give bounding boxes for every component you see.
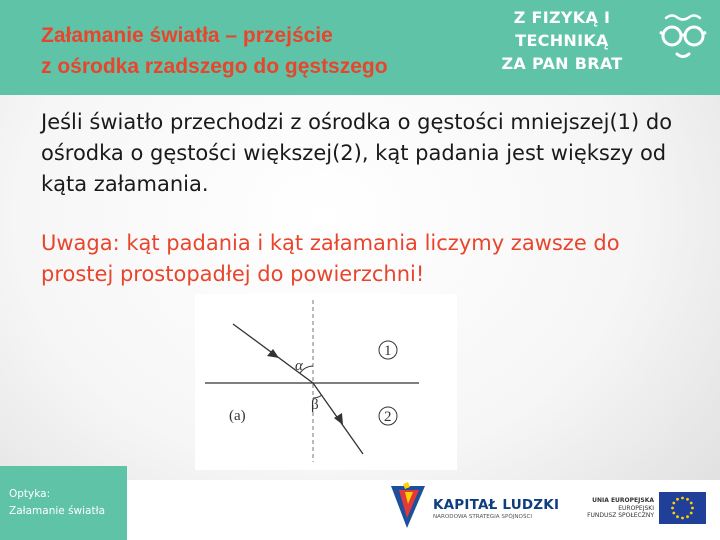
beta-label: β — [311, 397, 319, 413]
footer-topic-subtitle: Załamanie światła — [9, 505, 106, 517]
slide-title — [41, 20, 461, 82]
footer-topic — [9, 486, 105, 520]
glasses-mustache-icon — [658, 10, 708, 66]
main-paragraph: Jeśli światło przechodzi z ośrodka o gęstości mniejszej(1) do ośrodka o gęstości większej(2), kąt padania jest większy od kąta załamania. — [41, 110, 673, 196]
medium-1-label: 1 — [384, 343, 392, 359]
panel-label: (a) — [229, 408, 246, 424]
brand-text — [482, 6, 642, 75]
eu-text — [556, 497, 654, 520]
refraction-diagram — [195, 294, 457, 470]
title-line-2: z ośrodka rzadszego do gęstszego — [41, 55, 388, 78]
kapital-ludzki-logo — [389, 482, 429, 530]
eu-line-3: FUNDUSZ SPOŁECZNY — [587, 512, 654, 519]
kl-subtitle: NARODOWA STRATEGIA SPÓJNOŚCI — [433, 514, 533, 520]
title-line-1: Załamanie światła – przejście — [41, 24, 333, 47]
brand-line-2: ZA PAN BRAT — [501, 54, 623, 73]
brand-line-1: Z FIZYKĄ I TECHNIKĄ — [513, 8, 611, 50]
medium-2-label: 2 — [384, 409, 392, 425]
eu-line-1: UNIA EUROPEJSKA — [592, 497, 654, 504]
footer-topic-title: Optyka: — [9, 488, 51, 500]
kl-title: KAPITAŁ LUDZKI — [433, 497, 560, 513]
alpha-label: α — [295, 358, 303, 374]
warning-paragraph: Uwaga: kąt padania i kąt załamania liczymy zawsze do prostej prostopadłej do powierzchni! — [41, 231, 620, 286]
eu-line-2: EUROPEJSKI — [618, 504, 654, 512]
eu-flag-icon — [659, 492, 706, 524]
